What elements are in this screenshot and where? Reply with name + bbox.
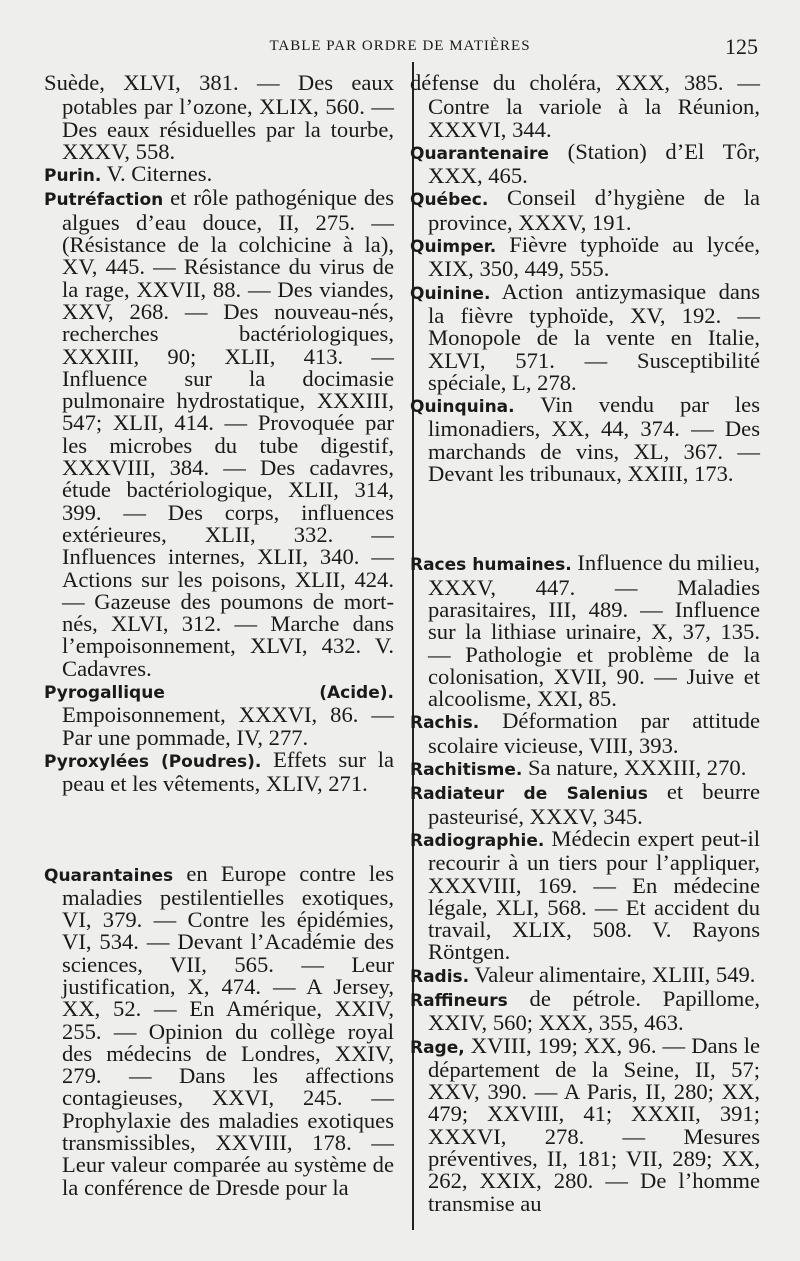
entry-heading: Raffineurs [410,990,508,1011]
index-entry [410,552,760,710]
entry-heading: Radiographie. [410,830,545,851]
entry-text: (Station) d’El Tôr, XXX, 465. [428,138,760,189]
entry-text: Médecin expert peut-il recourir à un tiers pour l’appliquer, XXXVIII, 169. — En médecine légale, XLI, 568. — Et accident du travail, XLIX, 508. V. Rayons Röntgen. [428,825,760,965]
entry-text: Fièvre typhoïde au lycée, XIX, 350, 449, 555. [428,232,760,282]
index-entry [410,394,760,485]
entry-heading: Quinquina. [410,397,515,418]
entry-text: Influence du milieu, XXXV, 447. — Maladies parasitaires, III, 489. — Influence sur la lithiase urinaire, X, 37, 135. — Pathologie et problème de la colonisation, XVII, 90. — Juive et alcoolisme, XXI, 85. [428,550,760,712]
index-entry [410,234,760,281]
left-column [44,72,394,1199]
index-entry [410,187,760,234]
entry-text: Sa nature, XXXIII, 270. [522,755,747,781]
entry-text: Action antizymasique dans la fièvre typhoïde, XV, 192. — Monopole de la vente en Italie, XLVI, 571. — Susceptibilité spéciale, L, 278. [428,278,760,395]
entry-heading: Radiateur de Salenius [410,784,648,805]
entry-text: V. Citernes. [101,161,213,187]
entry-heading: Putréfaction [44,190,164,211]
entry-heading: Pyroxylées (Poudres). [44,751,262,772]
running-title: TABLE PAR ORDRE DE MATIÈRES [269,38,531,54]
index-entry [410,961,760,988]
section-gap [44,796,394,863]
entry-heading: Quimper. [410,237,497,258]
index-entry [44,187,394,680]
entry-text: Vin vendu par les limonadiers, XX, 44, 374. — Des marchands de vins, XL, 367. — Devant les tribunaux, XXIII, 173. [428,392,760,487]
index-entry [410,710,760,757]
entry-heading: Quinine. [410,283,491,304]
index-entry [410,72,760,141]
entry-text: Valeur alimentaire, XLIII, 549. [469,961,756,987]
entry-heading: Quarantenaire [410,143,549,164]
entry-text: Effets sur la peau et les vêtements, XLIV, 271. [62,746,394,797]
index-entry [410,278,760,395]
index-entry [410,757,760,781]
entry-text: Conseil d’hygiène de la province, XXXV, 191. [428,185,760,235]
entry-heading: Québec. [410,190,489,211]
entry-heading: Rage, [410,1037,465,1058]
index-entry [44,746,394,797]
index-entry [410,138,760,189]
entry-heading: Radis. [410,966,470,987]
index-entry [410,1032,760,1216]
entry-text: de pétrole. Papillome, XXIV, 560; XXX, 355, 463. [428,985,760,1036]
section-gap [410,485,760,552]
entry-heading: Rachis. [410,713,480,734]
entry-heading: Quarantaines [44,865,174,886]
page-number: 125 [725,34,758,59]
entry-text: et rôle pathogénique des algues d’eau douce, II, 275. — (Résistance de la colchicine à la), XV, 445. — Résistance du virus de la rage, XXVII, 88. — Des viandes, XXV, 268. — Des nouveau-nés, recherches bactériologiques, XXXIII, 90; XLII, 413. — Influence sur la docimasie pulmonaire hydrostatique, XXXIII, 547; XLII, 414. — Provoquée par les microbes du tube digestif, XXXVIII, 384. — Des cadavres, étude bactériologique, XLII, 314, 399. — Des corps, influences extérieures, XLII, 332. — Influences internes, XLII, 340. — Actions sur les poisons, XLII, 424. — Gazeuse des poumons de mort-nés, XLVI, 312. — Marche dans l’empoisonnement, XLVI, 432. V. Cadavres. [62,185,394,681]
entry-heading: Purin. [44,166,102,187]
entry-text: et beurre pasteurisé, XXXV, 345. [428,779,760,829]
entry-text: Suède, XLVI, 381. — Des eaux potables par l’ozone, XLIX, 560. — Des eaux résiduelles par la tourbe, XXXV, 558. [44,70,394,164]
index-entry [410,825,760,965]
right-column [410,72,760,1215]
index-entry [44,860,394,1200]
entry-text: en Europe contre les maladies pestilentielles exotiques, VI, 379. — Contre les épidémies, VI, 534. — Devant l’Académie des sciences, VII, 565. — Leur justification, X, 474. — A Jersey, XX, 52. — En Amérique, XXIV, 255. — Opinion du collège royal des médecins de Londres, XXIV, 279. — Dans les affections contagieuses, XXVI, 245. — Prophylaxie des maladies exotiques transmissibles, XXVIII, 178. — Leur valeur comparée au système de la conférence de Dresde pour la [62,860,394,1200]
entry-text: Déformation par attitude scolaire vicieuse, VIII, 393. [428,708,760,758]
index-entry [410,985,760,1036]
entry-heading: Pyrogallique (Acide). [44,683,394,704]
index-entry [44,163,394,187]
entry-text: défense du choléra, XXX, 385. — Contre la variole à la Réunion, XXXVI, 344. [410,70,760,142]
index-entry [44,72,394,163]
entry-heading: Races humaines. [410,555,572,576]
entry-text: Empoisonnement, XXXVI, 86. — Par une pommade, IV, 277. [62,702,394,750]
index-entry [44,680,394,749]
entry-text: XVIII, 199; XX, 96. — Dans le département de la Seine, II, 57; XXV, 390. — A Paris, II, 280; XX, 479; XXVIII, 41; XXXII, 391; XXXVI, 278. — Mesures préventives, II, 181; VII, 289; XX, 262, XXIX, 280. — De l’homme transmise au [428,1032,760,1216]
entry-heading: Rachitisme. [410,760,523,781]
index-entry [410,781,760,828]
